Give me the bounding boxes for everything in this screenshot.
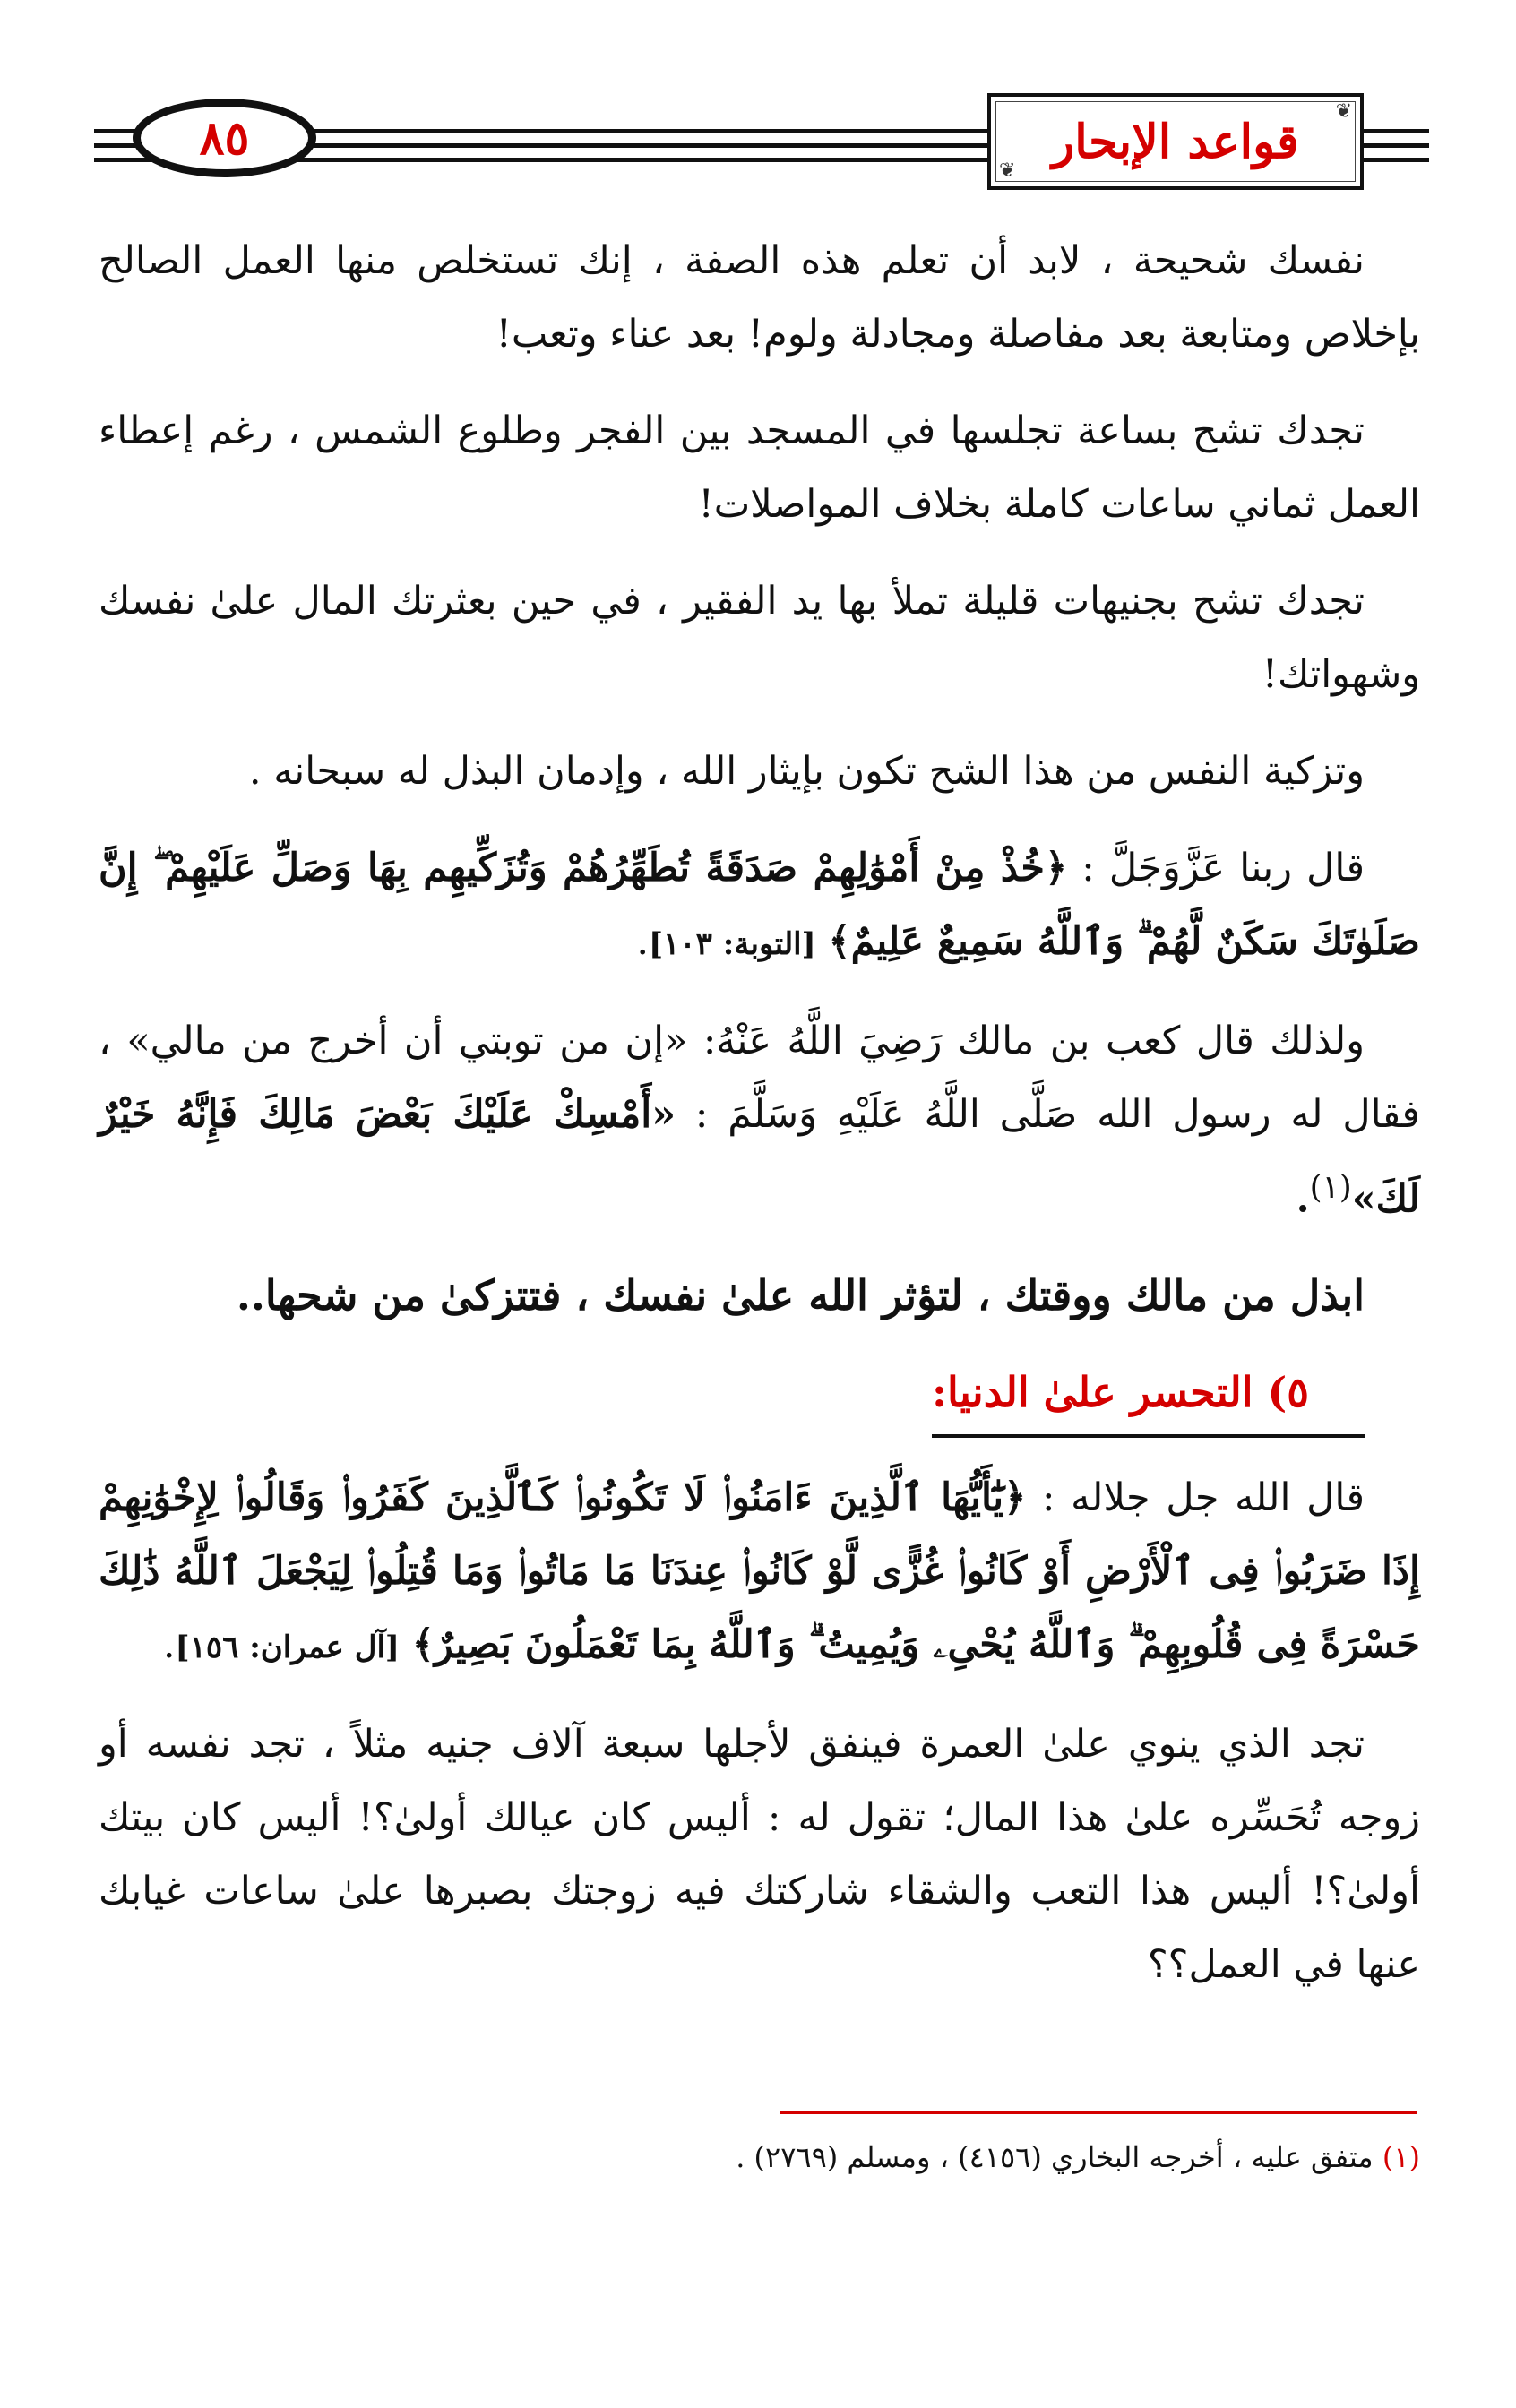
section-heading: ٥) التحسر علىٰ الدنيا: xyxy=(932,1355,1365,1438)
paragraph-hadith xyxy=(99,1004,1420,1235)
paragraph-quran-quote xyxy=(99,831,1420,981)
paragraph-quran-quote xyxy=(99,1461,1420,1684)
page-number: ٨٥ xyxy=(199,110,250,166)
verse-reference: [التوبة: ١٠٣] xyxy=(649,926,816,962)
punctuation: . xyxy=(636,919,650,964)
emphasis-line: ابذل من مالك ووقتك ، لتؤثر الله علىٰ نفسك ، فتتزكىٰ من شحها.. xyxy=(236,1271,1365,1320)
hadith-text: «أَمْسِكْ عَلَيْكَ بَعْضَ مَالِكَ فَإِنَّهُ خَيْرٌ لَكَ» xyxy=(99,1092,1420,1222)
footnote xyxy=(99,2130,1420,2184)
page-header xyxy=(0,0,1516,233)
paragraph: نفسك شحيحة ، لابد أن تعلم هذه الصفة ، إنك تستخلص منها العمل الصالح بإخلاص ومتابعة بعد مفاصلة ومجادلة ولوم! بعد عناء وتعب! xyxy=(99,238,1420,357)
paragraph: تجد الذي ينوي علىٰ العمرة فينفق لأجلها سبعة آلاف جنيه مثلاً ، تجد نفسه أو زوجه تُحَسِّره علىٰ هذا المال؛ تقول له : أليس كان عيالك أولىٰ؟! أليس كان بيتك أولىٰ؟! أليس هذا التعب والشقاء شاركتك فيه زوجتك بصبرها علىٰ ساعات غيابك عنها في العمل؟؟ xyxy=(99,1722,1420,1988)
footnote-reference[interactable]: (١) xyxy=(1309,1169,1352,1206)
page-body xyxy=(99,224,1420,2025)
punctuation: . xyxy=(1296,1176,1310,1222)
punctuation: . xyxy=(162,1622,176,1668)
footnote-divider xyxy=(780,2111,1417,2114)
quote-intro: قال الله جل جلاله : xyxy=(1042,1475,1365,1521)
footnote-number: (١) xyxy=(1382,2140,1420,2174)
page-number-oval xyxy=(133,99,316,177)
verse-reference: [آل عمران: ١٥٦] xyxy=(175,1630,401,1666)
book-title-box xyxy=(987,93,1364,190)
section-heading-wrap xyxy=(99,1355,1420,1438)
hadith-intro-2: فقال له رسول الله صَلَّى اللَّهُ عَلَيْهِ وَسَلَّمَ : xyxy=(694,1092,1420,1137)
hadith-intro: ولذلك قال كعب بن مالك رَضِيَ اللَّهُ عَنْهُ: «إن من توبتي أن أخرج من مالي» ، xyxy=(99,1019,1365,1063)
paragraph: تجدك تشح بساعة تجلسها في المسجد بين الفجر وطلوع الشمس ، رغم إعطاء العمل ثماني ساعات كاملة بخلاف المواصلات! xyxy=(99,408,1420,527)
book-title: قواعد الإبحار xyxy=(1052,114,1299,169)
corner-ornament-icon: ❦ xyxy=(999,159,1016,182)
quran-verse: ﴿خُذْ مِنْ أَمْوَٰلِهِمْ صَدَقَةً تُطَهِّرُهُمْ وَتُزَكِّيهِم بِهَا وَصَلِّ عَلَيْهِمْ ۖ إِنَّ صَلَوٰتَكَ سَكَنٌ لَّهُمْ ۗ وَٱللَّهُ سَمِيعٌ عَلِيمٌ﴾ xyxy=(99,846,1420,964)
footnote-text: متفق عليه ، أخرجه البخاري (٤١٥٦) ، ومسلم (٢٧٦٩) . xyxy=(736,2140,1374,2174)
quote-intro: قال ربنا عَزَّوَجَلَّ : xyxy=(1081,846,1365,890)
paragraph: تجدك تشح بجنيهات قليلة تملأ بها يد الفقير ، في حين بعثرتك المال علىٰ نفسك وشهواتك! xyxy=(99,579,1420,697)
quran-verse: ﴿يَٰٓأَيُّهَا ٱلَّذِينَ ءَامَنُوا۟ لَا تَكُونُوا۟ كَٱلَّذِينَ كَفَرُوا۟ وَقَالُوا۟ لِإِخْوَٰنِهِمْ إِذَا ضَرَبُوا۟ فِى ٱلْأَرْضِ أَوْ كَانُوا۟ غُزًّى لَّوْ كَانُوا۟ عِندَنَا مَا مَاتُوا۟ وَمَا قُتِلُوا۟ لِيَجْعَلَ ٱللَّهُ ذَٰلِكَ حَسْرَةً فِى قُلُوبِهِمْ ۗ وَٱللَّهُ يُحْىِۦ وَيُمِيتُ ۗ وَٱللَّهُ بِمَا تَعْمَلُونَ بَصِيرٌ﴾ xyxy=(99,1475,1420,1668)
paragraph: وتزكية النفس من هذا الشح تكون بإيثار الله ، وإدمان البذل له سبحانه . xyxy=(248,749,1365,794)
corner-ornament-icon: ❦ xyxy=(1335,100,1352,123)
